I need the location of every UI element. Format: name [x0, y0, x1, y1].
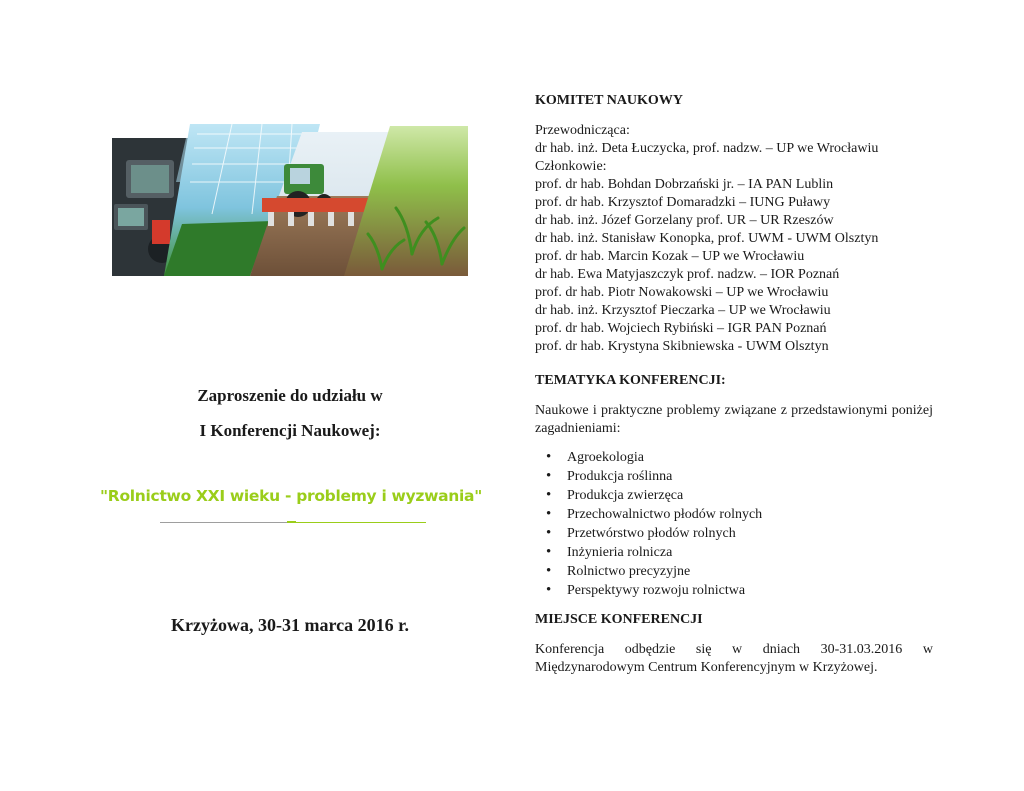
scientific-committee: [535, 92, 933, 356]
venue-text: Konferencja odbędzie się w dniach 30-31.03.2016 w Międzynarodowym Centrum Konferencyjnym w Krzyżowej.: [535, 642, 933, 675]
title-underline-green: [296, 522, 426, 523]
invitation-line-1: Zaproszenie do udziału w: [197, 386, 383, 405]
title-underline-grey: [160, 522, 287, 523]
list-item: • Agroekologia: [535, 448, 933, 467]
title-underline-dash: [287, 521, 296, 523]
conference-title: "Rolnictwo XXI wieku - problemy i wyzwania": [100, 487, 482, 505]
list-item: • Produkcja zwierzęca: [535, 486, 933, 505]
topics-list: [535, 448, 933, 600]
committee-member: prof. dr hab. Piotr Nowakowski – UP we Wrocławiu: [535, 285, 829, 300]
committee-heading: KOMITET NAUKOWY: [535, 93, 683, 108]
topics-intro: Naukowe i praktyczne problemy związane z przedstawionymi poniżej zagadnieniami:: [535, 403, 933, 436]
committee-member: dr hab. inż. Stanisław Konopka, prof. UWM - UWM Olsztyn: [535, 231, 879, 246]
committee-member: prof. dr hab. Marcin Kozak – UP we Wrocławiu: [535, 249, 805, 264]
committee-member: dr hab. inż. Józef Gorzelany prof. UR – UR Rzeszów: [535, 213, 834, 228]
agriculture-photo-banner: [112, 124, 468, 276]
committee-member: prof. dr hab. Krzysztof Domaradzki – IUNG Puławy: [535, 195, 831, 210]
list-item: • Przechowalnictwo płodów rolnych: [535, 505, 933, 524]
committee-member: prof. dr hab. Krystyna Skibniewska - UWM Olsztyn: [535, 339, 829, 354]
committee-member: dr hab. Ewa Matyjaszczyk prof. nadzw. – IOR Poznań: [535, 267, 840, 282]
committee-member: dr hab. inż. Krzysztof Pieczarka – UP we Wrocławiu: [535, 303, 831, 318]
chair-name: dr hab. inż. Deta Łuczycka, prof. nadzw. – UP we Wrocławiu: [535, 141, 879, 156]
chair-label: Przewodnicząca:: [535, 123, 630, 138]
topics-heading: TEMATYKA KONFERENCJI:: [535, 373, 726, 388]
list-item: • Produkcja roślinna: [535, 467, 933, 486]
list-item: • Inżynieria rolnicza: [535, 543, 933, 562]
date-and-place: Krzyżowa, 30-31 marca 2016 r.: [171, 615, 409, 635]
conference-venue: [535, 611, 933, 677]
members-label: Członkowie:: [535, 159, 607, 174]
venue-heading: MIEJSCE KONFERENCJI: [535, 612, 703, 627]
invitation-line-2: I Konferencji Naukowej:: [199, 421, 381, 440]
conference-topics: [535, 372, 933, 600]
committee-member: prof. dr hab. Wojciech Rybiński – IGR PAN Poznań: [535, 321, 827, 336]
list-item: • Rolnictwo precyzyjne: [535, 562, 933, 581]
committee-member: prof. dr hab. Bohdan Dobrzański jr. – IA PAN Lublin: [535, 177, 834, 192]
list-item: • Perspektywy rozwoju rolnictwa: [535, 581, 933, 600]
list-item: • Przetwórstwo płodów rolnych: [535, 524, 933, 543]
